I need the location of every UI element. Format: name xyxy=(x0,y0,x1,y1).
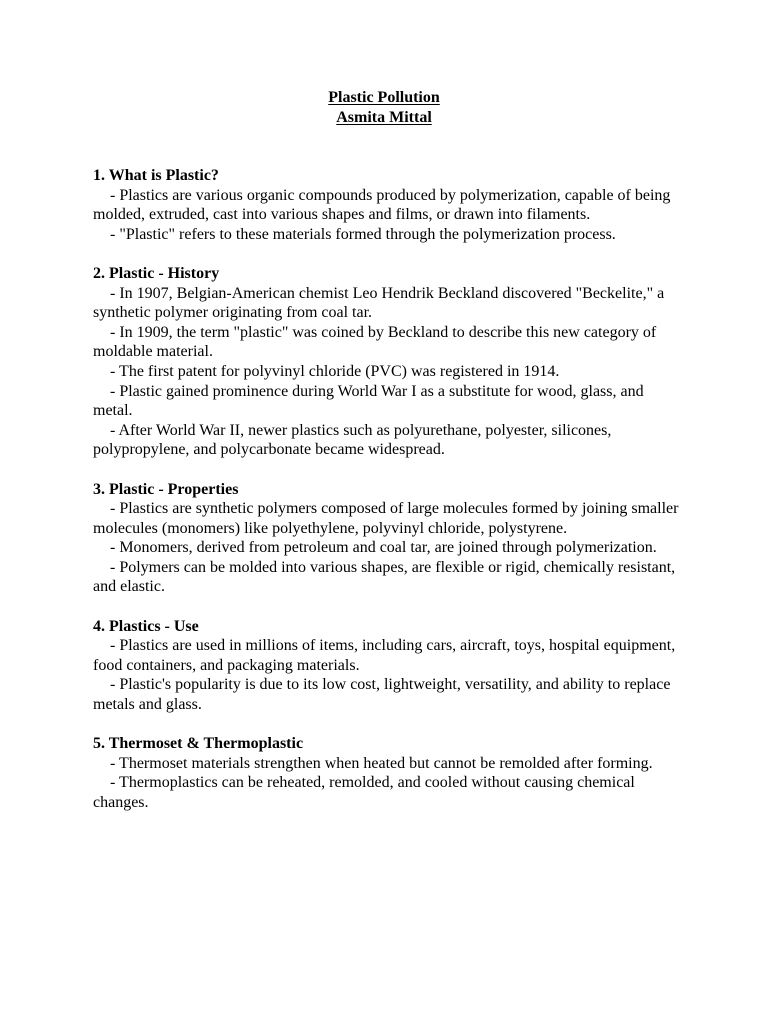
section-plastic-properties xyxy=(93,480,683,598)
document-author: Asmita Mittal xyxy=(336,109,432,126)
section-thermoset-thermoplastic xyxy=(93,734,683,812)
section-bullet: - Plastic's popularity is due to its low cost, lightweight, versatility, and ability to replace metals and glass. xyxy=(93,676,671,714)
section-bullet: - Monomers, derived from petroleum and coal tar, are joined through polymerization. xyxy=(110,539,657,557)
section-heading: 4. Plastics - Use xyxy=(93,617,199,635)
document-body xyxy=(93,166,683,832)
section-heading: 3. Plastic - Properties xyxy=(93,480,239,498)
section-heading: 5. Thermoset & Thermoplastic xyxy=(93,735,304,753)
document-header xyxy=(0,88,768,128)
section-bullet: - The first patent for polyvinyl chloride (PVC) was registered in 1914. xyxy=(110,362,560,380)
section-bullet: - Plastics are various organic compounds produced by polymerization, capable of being molded, extruded, cast into various shapes and films, or drawn into filaments. xyxy=(93,186,671,224)
section-bullet: - Plastic gained prominence during World War I as a substitute for wood, glass, and metal. xyxy=(93,382,644,420)
section-bullet: - Plastics are synthetic polymers composed of large molecules formed by joining smaller molecules (monomers) like polyethylene, polyvinyl chloride, polystyrene. xyxy=(93,500,679,537)
section-bullet: - Thermoset materials strengthen when heated but cannot be remolded after forming. xyxy=(110,754,653,772)
section-bullet: - In 1909, the term "plastic" was coined by Beckland to describe this new category of moldable material. xyxy=(93,323,657,361)
section-heading: 2. Plastic - History xyxy=(93,264,220,282)
section-bullet: - In 1907, Belgian-American chemist Leo Hendrik Beckland discovered "Beckelite," a synthetic polymer originating from coal tar. xyxy=(93,284,665,322)
section-what-is-plastic xyxy=(93,166,683,244)
section-bullet: - After World War II, newer plastics such as polyurethane, polyester, silicones, polypropylene, and polycarbonate became widespread. xyxy=(93,421,612,459)
section-bullet: - Plastics are used in millions of items, including cars, aircraft, toys, hospital equipment, food containers, and packaging materials. xyxy=(93,637,676,674)
section-plastic-history xyxy=(93,264,683,460)
section-heading: 1. What is Plastic? xyxy=(93,167,219,184)
section-plastics-use xyxy=(93,617,683,715)
section-bullet: - Polymers can be molded into various shapes, are flexible or rigid, chemically resistant, and elastic. xyxy=(93,558,676,596)
section-bullet: - "Plastic" refers to these materials formed through the polymerization process. xyxy=(110,225,616,243)
section-bullet: - Thermoplastics can be reheated, remolded, and cooled without causing chemical changes. xyxy=(93,774,635,811)
document-title: Plastic Pollution xyxy=(328,89,440,106)
